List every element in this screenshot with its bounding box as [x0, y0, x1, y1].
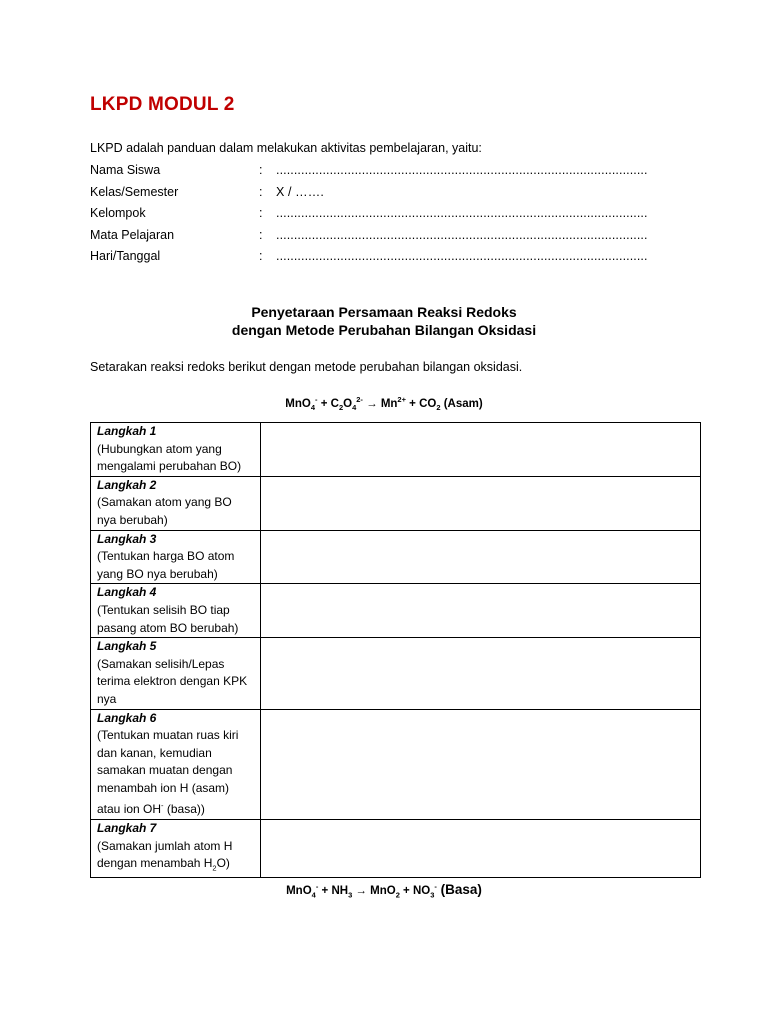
step-description — [97, 727, 254, 819]
form-blank[interactable]: ........................................................................................................ — [276, 163, 648, 177]
step-description-text: (Samakan jumlah atom H dengan menambah H — [97, 838, 233, 871]
step-description — [97, 838, 254, 878]
reaction-condition: (Asam) — [440, 397, 483, 410]
student-info-form — [90, 161, 650, 269]
section-title-line1: Penyetaraan Persamaan Reaksi Redoks — [251, 304, 517, 320]
step-name: Langkah 1 — [97, 424, 157, 438]
step-name: Langkah 5 — [97, 639, 157, 654]
step-name: Langkah 4 — [97, 585, 157, 600]
formula-part: Mn — [380, 397, 398, 410]
superscript: - — [315, 882, 319, 892]
instruction-text: Setarakan reaksi redoks berikut dengan metode perubahan bilangan oksidasi. — [90, 360, 523, 374]
formula-part: NH — [331, 885, 349, 897]
plus-sign: + — [405, 397, 420, 410]
table-row — [91, 584, 701, 638]
formula-part: C — [330, 397, 339, 410]
step-name: Langkah 6 — [97, 710, 157, 725]
reaction-condition: (Basa) — [436, 882, 482, 897]
reaction-equation-acid — [0, 395, 768, 412]
subscript: 2 — [395, 890, 400, 900]
superscript: 2- — [356, 395, 363, 404]
subscript: 4 — [311, 890, 316, 900]
table-row — [91, 530, 701, 584]
form-row-nama-siswa — [90, 161, 650, 183]
table-row — [91, 709, 701, 820]
form-colon: : — [259, 163, 263, 177]
subscript: 3 — [430, 890, 435, 900]
step-description: (Tentukan harga BO atom yang BO nya berubah) — [97, 549, 235, 581]
step-answer-cell[interactable] — [261, 584, 701, 638]
form-blank[interactable]: ........................................................................................................ — [276, 206, 648, 220]
formula-part: MnO — [286, 885, 312, 897]
intro-text: LKPD adalah panduan dalam melakukan aktivitas pembelajaran, yaitu: — [90, 141, 482, 155]
form-blank[interactable]: X / ……. — [276, 184, 324, 199]
reaction-arrow: → — [362, 397, 381, 410]
superscript: - — [434, 882, 437, 892]
step-answer-cell[interactable] — [261, 530, 701, 584]
formula-part: NO — [412, 885, 431, 897]
step-name: Langkah 2 — [97, 477, 157, 492]
formula-part: O — [343, 397, 353, 410]
reaction-equation-base — [0, 882, 768, 899]
step-description: (Tentukan selisih BO tiap pasang atom BO berubah) — [97, 602, 239, 635]
superscript: 2+ — [397, 395, 406, 404]
step-name: Langkah 7 — [97, 821, 157, 836]
document-title: LKPD MODUL 2 — [90, 94, 235, 115]
section-title-line2: dengan Metode Perubahan Bilangan Oksidasi — [231, 322, 537, 338]
form-label: Kelas/Semester — [90, 184, 179, 199]
form-colon: : — [259, 227, 263, 242]
subscript: 2 — [338, 403, 344, 413]
step-label-cell — [91, 584, 261, 638]
step-label-cell — [91, 530, 261, 584]
step-description-text: (Tentukan muatan ruas kiri dan kanan, kemudian samakan muatan dengan menambah ion H (asam) atau ion OH — [97, 728, 239, 817]
form-colon: : — [259, 206, 263, 220]
step-label-cell — [91, 423, 261, 477]
subscript: 2 — [436, 403, 441, 413]
steps-table — [90, 422, 701, 878]
step-description-text: (basa)) — [163, 802, 205, 817]
subscript: 3 — [348, 890, 353, 900]
table-row — [91, 423, 701, 477]
form-label: Nama Siswa — [90, 163, 161, 177]
form-label: Kelompok — [90, 206, 146, 220]
form-colon: : — [259, 184, 263, 199]
table-row — [91, 476, 701, 530]
form-row-mata-pelajaran — [90, 226, 650, 248]
step-name: Langkah 3 — [97, 531, 157, 546]
step-answer-cell[interactable] — [261, 476, 701, 530]
table-row — [91, 638, 701, 709]
step-answer-cell[interactable] — [261, 820, 701, 878]
superscript: - — [315, 395, 318, 404]
subscript: 4 — [310, 403, 316, 413]
plus-sign: + — [318, 885, 332, 897]
step-label-cell — [91, 638, 261, 709]
plus-sign: + — [317, 397, 331, 410]
step-description-text: O) — [216, 856, 230, 871]
reaction-arrow: → — [352, 885, 371, 897]
step-label-cell — [91, 820, 261, 878]
form-label: Hari/Tanggal — [90, 249, 161, 263]
form-row-kelas-semester — [90, 183, 650, 205]
step-label-cell — [91, 709, 261, 820]
form-row-hari-tanggal — [90, 247, 650, 269]
form-blank[interactable]: ........................................................................................................ — [276, 249, 648, 263]
form-row-kelompok — [90, 204, 650, 226]
formula-part: MnO — [285, 397, 311, 410]
formula-part: MnO — [370, 885, 396, 897]
step-answer-cell[interactable] — [261, 638, 701, 709]
plus-sign: + — [399, 885, 413, 897]
subscript: 2 — [212, 863, 217, 873]
formula-part: CO — [419, 397, 437, 410]
step-description: (Samakan selisih/Lepas terima elektron dengan KPK nya — [97, 656, 248, 706]
subscript: 4 — [352, 403, 357, 413]
form-label: Mata Pelajaran — [90, 227, 175, 242]
superscript: - — [161, 801, 164, 811]
step-label-cell — [91, 476, 261, 530]
step-answer-cell[interactable] — [261, 709, 701, 820]
step-description: (Samakan atom yang BO nya berubah) — [97, 495, 232, 527]
step-description: (Hubungkan atom yang mengalami perubahan BO) — [97, 441, 242, 474]
table-row — [91, 820, 701, 878]
form-colon: : — [259, 249, 263, 263]
form-blank[interactable]: ........................................................................................................ — [276, 227, 648, 242]
step-answer-cell[interactable] — [261, 423, 701, 477]
